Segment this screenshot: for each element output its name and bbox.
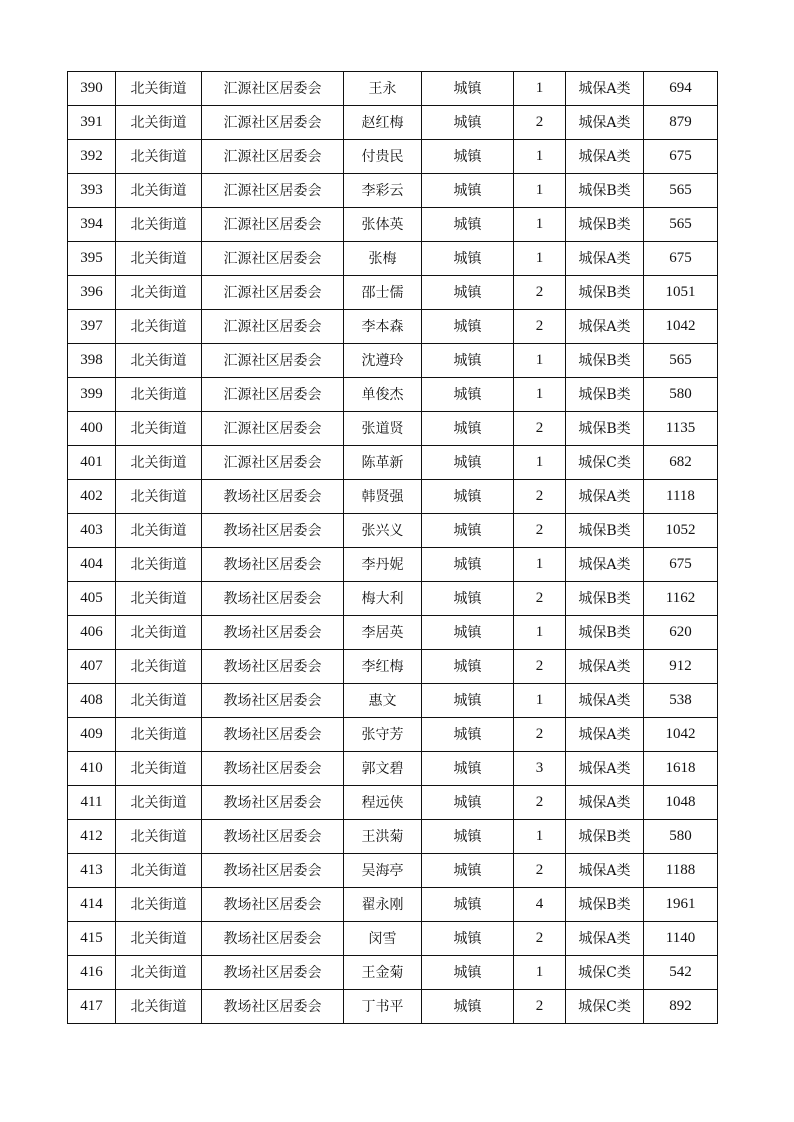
row-index: 412: [68, 820, 116, 854]
row-index: 396: [68, 276, 116, 310]
category-cell: 城保B类: [566, 616, 644, 650]
table-row: [68, 956, 718, 990]
household-size-cell: 2: [514, 922, 566, 956]
street-cell: 北关街道: [116, 888, 202, 922]
amount-cell: 675: [644, 140, 718, 174]
name-cell: 闵雪: [344, 922, 422, 956]
table-row: [68, 854, 718, 888]
name-cell: 张道贤: [344, 412, 422, 446]
street-cell: 北关街道: [116, 344, 202, 378]
household-size-cell: 2: [514, 514, 566, 548]
name-cell: 程远侠: [344, 786, 422, 820]
row-index: 392: [68, 140, 116, 174]
household-size-cell: 1: [514, 242, 566, 276]
amount-cell: 1042: [644, 718, 718, 752]
community-cell: 汇源社区居委会: [202, 174, 344, 208]
category-cell: 城保A类: [566, 140, 644, 174]
area-type-cell: 城镇: [422, 922, 514, 956]
area-type-cell: 城镇: [422, 242, 514, 276]
row-index: 393: [68, 174, 116, 208]
community-cell: 教场社区居委会: [202, 480, 344, 514]
street-cell: 北关街道: [116, 718, 202, 752]
area-type-cell: 城镇: [422, 650, 514, 684]
street-cell: 北关街道: [116, 650, 202, 684]
row-index: 395: [68, 242, 116, 276]
category-cell: 城保C类: [566, 956, 644, 990]
community-cell: 教场社区居委会: [202, 650, 344, 684]
amount-cell: 1188: [644, 854, 718, 888]
name-cell: 张守芳: [344, 718, 422, 752]
household-size-cell: 1: [514, 72, 566, 106]
table-row: [68, 990, 718, 1024]
name-cell: 沈遵玲: [344, 344, 422, 378]
name-cell: 李居英: [344, 616, 422, 650]
area-type-cell: 城镇: [422, 752, 514, 786]
area-type-cell: 城镇: [422, 174, 514, 208]
area-type-cell: 城镇: [422, 276, 514, 310]
community-cell: 教场社区居委会: [202, 684, 344, 718]
table-row: [68, 174, 718, 208]
amount-cell: 912: [644, 650, 718, 684]
table-row: [68, 650, 718, 684]
category-cell: 城保A类: [566, 684, 644, 718]
category-cell: 城保A类: [566, 310, 644, 344]
street-cell: 北关街道: [116, 276, 202, 310]
amount-cell: 1118: [644, 480, 718, 514]
household-size-cell: 2: [514, 650, 566, 684]
street-cell: 北关街道: [116, 922, 202, 956]
name-cell: 王金菊: [344, 956, 422, 990]
name-cell: 李红梅: [344, 650, 422, 684]
table-row: [68, 752, 718, 786]
street-cell: 北关街道: [116, 242, 202, 276]
row-index: 390: [68, 72, 116, 106]
street-cell: 北关街道: [116, 378, 202, 412]
name-cell: 王洪菊: [344, 820, 422, 854]
table-row: [68, 718, 718, 752]
area-type-cell: 城镇: [422, 548, 514, 582]
amount-cell: 1162: [644, 582, 718, 616]
amount-cell: 1618: [644, 752, 718, 786]
row-index: 405: [68, 582, 116, 616]
row-index: 399: [68, 378, 116, 412]
category-cell: 城保B类: [566, 514, 644, 548]
amount-cell: 892: [644, 990, 718, 1024]
category-cell: 城保A类: [566, 106, 644, 140]
community-cell: 教场社区居委会: [202, 854, 344, 888]
row-index: 400: [68, 412, 116, 446]
household-size-cell: 2: [514, 310, 566, 344]
area-type-cell: 城镇: [422, 140, 514, 174]
amount-cell: 538: [644, 684, 718, 718]
name-cell: 李彩云: [344, 174, 422, 208]
name-cell: 赵红梅: [344, 106, 422, 140]
household-size-cell: 1: [514, 616, 566, 650]
table-row: [68, 242, 718, 276]
community-cell: 汇源社区居委会: [202, 140, 344, 174]
row-index: 409: [68, 718, 116, 752]
amount-cell: 879: [644, 106, 718, 140]
community-cell: 教场社区居委会: [202, 752, 344, 786]
table-row: [68, 344, 718, 378]
household-size-cell: 1: [514, 956, 566, 990]
household-size-cell: 1: [514, 820, 566, 854]
row-index: 413: [68, 854, 116, 888]
community-cell: 教场社区居委会: [202, 548, 344, 582]
household-size-cell: 2: [514, 412, 566, 446]
street-cell: 北关街道: [116, 480, 202, 514]
street-cell: 北关街道: [116, 786, 202, 820]
community-cell: 汇源社区居委会: [202, 72, 344, 106]
amount-cell: 1052: [644, 514, 718, 548]
community-cell: 汇源社区居委会: [202, 208, 344, 242]
name-cell: 梅大利: [344, 582, 422, 616]
name-cell: 陈革新: [344, 446, 422, 480]
household-size-cell: 2: [514, 854, 566, 888]
household-size-cell: 1: [514, 684, 566, 718]
category-cell: 城保A类: [566, 548, 644, 582]
amount-cell: 1048: [644, 786, 718, 820]
row-index: 403: [68, 514, 116, 548]
record-table: [67, 71, 718, 1024]
row-index: 416: [68, 956, 116, 990]
community-cell: 教场社区居委会: [202, 990, 344, 1024]
street-cell: 北关街道: [116, 310, 202, 344]
community-cell: 教场社区居委会: [202, 718, 344, 752]
household-size-cell: 2: [514, 718, 566, 752]
area-type-cell: 城镇: [422, 106, 514, 140]
name-cell: 李丹妮: [344, 548, 422, 582]
category-cell: 城保A类: [566, 72, 644, 106]
amount-cell: 1042: [644, 310, 718, 344]
street-cell: 北关街道: [116, 208, 202, 242]
table-row: [68, 72, 718, 106]
table-row: [68, 276, 718, 310]
name-cell: 单俊杰: [344, 378, 422, 412]
area-type-cell: 城镇: [422, 208, 514, 242]
street-cell: 北关街道: [116, 990, 202, 1024]
household-size-cell: 2: [514, 276, 566, 310]
table-row: [68, 106, 718, 140]
area-type-cell: 城镇: [422, 480, 514, 514]
name-cell: 张梅: [344, 242, 422, 276]
row-index: 407: [68, 650, 116, 684]
row-index: 408: [68, 684, 116, 718]
table-row: [68, 310, 718, 344]
amount-cell: 682: [644, 446, 718, 480]
household-size-cell: 4: [514, 888, 566, 922]
category-cell: 城保B类: [566, 174, 644, 208]
household-size-cell: 2: [514, 990, 566, 1024]
street-cell: 北关街道: [116, 140, 202, 174]
area-type-cell: 城镇: [422, 582, 514, 616]
community-cell: 教场社区居委会: [202, 616, 344, 650]
area-type-cell: 城镇: [422, 514, 514, 548]
street-cell: 北关街道: [116, 72, 202, 106]
community-cell: 汇源社区居委会: [202, 378, 344, 412]
table-row: [68, 548, 718, 582]
category-cell: 城保B类: [566, 208, 644, 242]
amount-cell: 1961: [644, 888, 718, 922]
category-cell: 城保A类: [566, 786, 644, 820]
table-row: [68, 378, 718, 412]
amount-cell: 675: [644, 548, 718, 582]
category-cell: 城保B类: [566, 582, 644, 616]
table-row: [68, 446, 718, 480]
amount-cell: 580: [644, 378, 718, 412]
table-row: [68, 208, 718, 242]
row-index: 415: [68, 922, 116, 956]
row-index: 410: [68, 752, 116, 786]
area-type-cell: 城镇: [422, 854, 514, 888]
row-index: 401: [68, 446, 116, 480]
household-size-cell: 2: [514, 786, 566, 820]
category-cell: 城保B类: [566, 412, 644, 446]
row-index: 394: [68, 208, 116, 242]
household-size-cell: 1: [514, 174, 566, 208]
area-type-cell: 城镇: [422, 344, 514, 378]
name-cell: 张兴义: [344, 514, 422, 548]
amount-cell: 675: [644, 242, 718, 276]
table-row: [68, 514, 718, 548]
category-cell: 城保C类: [566, 446, 644, 480]
name-cell: 王永: [344, 72, 422, 106]
street-cell: 北关街道: [116, 412, 202, 446]
area-type-cell: 城镇: [422, 412, 514, 446]
table-row: [68, 684, 718, 718]
area-type-cell: 城镇: [422, 72, 514, 106]
household-size-cell: 1: [514, 140, 566, 174]
category-cell: 城保B类: [566, 344, 644, 378]
area-type-cell: 城镇: [422, 310, 514, 344]
street-cell: 北关街道: [116, 106, 202, 140]
name-cell: 翟永刚: [344, 888, 422, 922]
row-index: 414: [68, 888, 116, 922]
row-index: 397: [68, 310, 116, 344]
community-cell: 汇源社区居委会: [202, 446, 344, 480]
category-cell: 城保B类: [566, 378, 644, 412]
name-cell: 邵士儒: [344, 276, 422, 310]
area-type-cell: 城镇: [422, 990, 514, 1024]
community-cell: 教场社区居委会: [202, 514, 344, 548]
amount-cell: 1135: [644, 412, 718, 446]
area-type-cell: 城镇: [422, 446, 514, 480]
area-type-cell: 城镇: [422, 616, 514, 650]
table-row: [68, 412, 718, 446]
area-type-cell: 城镇: [422, 888, 514, 922]
area-type-cell: 城镇: [422, 956, 514, 990]
community-cell: 教场社区居委会: [202, 786, 344, 820]
name-cell: 张体英: [344, 208, 422, 242]
table-row: [68, 582, 718, 616]
name-cell: 李本森: [344, 310, 422, 344]
household-size-cell: 2: [514, 106, 566, 140]
row-index: 391: [68, 106, 116, 140]
table-row: [68, 786, 718, 820]
category-cell: 城保A类: [566, 718, 644, 752]
household-size-cell: 2: [514, 480, 566, 514]
household-size-cell: 1: [514, 208, 566, 242]
street-cell: 北关街道: [116, 616, 202, 650]
community-cell: 汇源社区居委会: [202, 310, 344, 344]
table-row: [68, 616, 718, 650]
row-index: 411: [68, 786, 116, 820]
community-cell: 汇源社区居委会: [202, 276, 344, 310]
street-cell: 北关街道: [116, 854, 202, 888]
row-index: 404: [68, 548, 116, 582]
street-cell: 北关街道: [116, 820, 202, 854]
street-cell: 北关街道: [116, 174, 202, 208]
community-cell: 教场社区居委会: [202, 820, 344, 854]
community-cell: 教场社区居委会: [202, 956, 344, 990]
amount-cell: 1051: [644, 276, 718, 310]
area-type-cell: 城镇: [422, 786, 514, 820]
name-cell: 惠文: [344, 684, 422, 718]
category-cell: 城保A类: [566, 480, 644, 514]
household-size-cell: 1: [514, 344, 566, 378]
community-cell: 汇源社区居委会: [202, 412, 344, 446]
community-cell: 教场社区居委会: [202, 888, 344, 922]
amount-cell: 565: [644, 344, 718, 378]
household-size-cell: 1: [514, 548, 566, 582]
table-row: [68, 820, 718, 854]
name-cell: 吴海亭: [344, 854, 422, 888]
street-cell: 北关街道: [116, 752, 202, 786]
category-cell: 城保C类: [566, 990, 644, 1024]
category-cell: 城保A类: [566, 854, 644, 888]
amount-cell: 565: [644, 174, 718, 208]
street-cell: 北关街道: [116, 582, 202, 616]
area-type-cell: 城镇: [422, 684, 514, 718]
area-type-cell: 城镇: [422, 378, 514, 412]
name-cell: 韩贤强: [344, 480, 422, 514]
street-cell: 北关街道: [116, 446, 202, 480]
category-cell: 城保A类: [566, 242, 644, 276]
community-cell: 汇源社区居委会: [202, 242, 344, 276]
category-cell: 城保B类: [566, 276, 644, 310]
community-cell: 教场社区居委会: [202, 582, 344, 616]
table-row: [68, 140, 718, 174]
category-cell: 城保A类: [566, 752, 644, 786]
table-row: [68, 922, 718, 956]
row-index: 417: [68, 990, 116, 1024]
table-body: [68, 72, 718, 1024]
household-size-cell: 1: [514, 446, 566, 480]
row-index: 398: [68, 344, 116, 378]
row-index: 406: [68, 616, 116, 650]
street-cell: 北关街道: [116, 514, 202, 548]
street-cell: 北关街道: [116, 548, 202, 582]
row-index: 402: [68, 480, 116, 514]
category-cell: 城保B类: [566, 888, 644, 922]
name-cell: 郭文碧: [344, 752, 422, 786]
community-cell: 汇源社区居委会: [202, 344, 344, 378]
table-row: [68, 480, 718, 514]
community-cell: 汇源社区居委会: [202, 106, 344, 140]
area-type-cell: 城镇: [422, 718, 514, 752]
area-type-cell: 城镇: [422, 820, 514, 854]
street-cell: 北关街道: [116, 956, 202, 990]
table-row: [68, 888, 718, 922]
street-cell: 北关街道: [116, 684, 202, 718]
category-cell: 城保A类: [566, 922, 644, 956]
amount-cell: 542: [644, 956, 718, 990]
name-cell: 付贵民: [344, 140, 422, 174]
amount-cell: 1140: [644, 922, 718, 956]
category-cell: 城保B类: [566, 820, 644, 854]
household-size-cell: 2: [514, 582, 566, 616]
name-cell: 丁书平: [344, 990, 422, 1024]
community-cell: 教场社区居委会: [202, 922, 344, 956]
household-size-cell: 3: [514, 752, 566, 786]
amount-cell: 580: [644, 820, 718, 854]
amount-cell: 694: [644, 72, 718, 106]
amount-cell: 565: [644, 208, 718, 242]
household-size-cell: 1: [514, 378, 566, 412]
category-cell: 城保A类: [566, 650, 644, 684]
amount-cell: 620: [644, 616, 718, 650]
